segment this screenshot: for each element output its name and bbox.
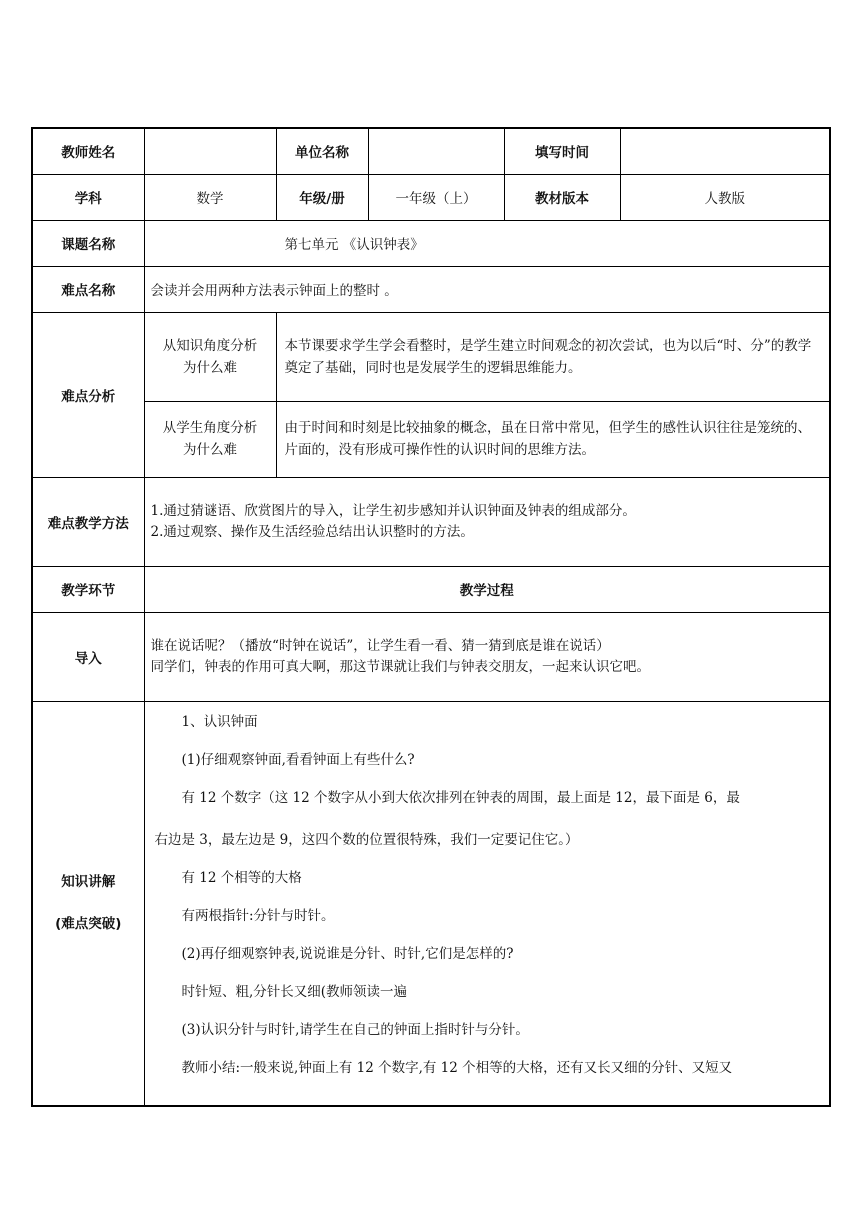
process-header-row xyxy=(32,566,830,612)
knowledge-line: 有 12 个相等的大格 xyxy=(181,869,302,886)
teaching-stage-label: 教学环节 xyxy=(32,566,144,612)
teacher-name-value xyxy=(144,128,276,174)
fill-date-value xyxy=(620,128,830,174)
header-row-2 xyxy=(32,174,830,220)
teacher-name-label: 教师姓名 xyxy=(32,128,144,174)
knowledge-label-line2: (难点突破) xyxy=(55,916,122,933)
knowledge-angle-label xyxy=(144,312,276,401)
student-angle-text: 由于时间和时刻是比较抽象的概念，虽在日常中常见，但学生的感性认识往往是笼统的、片面的，没有形成可操作性的认识时间的思维方法。 xyxy=(276,401,830,477)
difficulty-name-row xyxy=(32,266,830,312)
edition-label: 教材版本 xyxy=(504,174,620,220)
subject-value: 数学 xyxy=(144,174,276,220)
lesson-title-row xyxy=(32,220,830,266)
grade-label: 年级/册 xyxy=(276,174,368,220)
knowledge-angle-line1: 从知识角度分析 xyxy=(162,337,258,354)
knowledge-angle-line2: 为什么难 xyxy=(183,359,237,376)
knowledge-label-line1: 知识讲解 xyxy=(61,874,116,891)
knowledge-row xyxy=(32,701,830,1106)
analysis-student-row xyxy=(32,401,830,477)
knowledge-line: (2)再仔细观察钟表,说说谁是分针、时针,它们是怎样的? xyxy=(181,945,514,962)
lesson-plan-table xyxy=(31,127,831,1107)
difficulty-analysis-label: 难点分析 xyxy=(32,312,144,477)
intro-label: 导入 xyxy=(32,612,144,701)
analysis-knowledge-row xyxy=(32,312,830,401)
knowledge-line: (1)仔细观察钟面,看看钟面上有些什么? xyxy=(181,751,415,768)
knowledge-angle-text: 本节课要求学生学会看整时，是学生建立时间观念的初次尝试，也为以后“时、分”的教学奠定了基础，同时也是发展学生的逻辑思维能力。 xyxy=(276,312,830,401)
knowledge-line: 有 12 个数字（这 12 个数字从小到大依次排列在钟表的周围，最上面是 12，最下面是 6，最 xyxy=(181,789,740,806)
knowledge-line: 时针短、粗,分针长又细(教师领读一遍 xyxy=(181,983,408,1000)
knowledge-line: 教师小结:一般来说,钟面上有 12 个数字,有 12 个相等的大格，还有又长又细的分针、又短又 xyxy=(181,1059,733,1076)
teaching-method-line1: 1.通过猜谜语、欣赏图片的导入，让学生初步感知并认识钟面及钟表的组成部分。 xyxy=(150,502,636,519)
teaching-method-row xyxy=(32,477,830,566)
knowledge-line: (3)认识分针与时针,请学生在自己的钟面上指时针与分针。 xyxy=(181,1021,529,1038)
student-angle-line2: 为什么难 xyxy=(183,442,237,458)
edition-value: 人教版 xyxy=(620,174,830,220)
header-row-1 xyxy=(32,128,830,174)
student-angle-label xyxy=(144,401,276,477)
intro-line1: 谁在说话呢？（播放“时钟在说话”，让学生看一看、猜一猜到底是谁在说话） xyxy=(150,637,610,654)
intro-line2: 同学们，钟表的作用可真大啊，那这节课就让我们与钟表交朋友，一起来认识它吧。 xyxy=(150,658,650,675)
student-angle-line1: 从学生角度分析 xyxy=(162,420,258,436)
difficulty-name-value: 会读并会用两种方法表示钟面上的整时 。 xyxy=(144,266,830,312)
grade-value: 一年级（上） xyxy=(368,174,504,220)
knowledge-label xyxy=(32,701,144,1106)
intro-row xyxy=(32,612,830,701)
subject-label: 学科 xyxy=(32,174,144,220)
teaching-method-label: 难点教学方法 xyxy=(32,477,144,566)
unit-name-label: 单位名称 xyxy=(276,128,368,174)
teaching-process-label: 教学过程 xyxy=(144,566,830,612)
knowledge-line: 有两根指针:分针与时针。 xyxy=(181,907,335,924)
knowledge-line: 右边是 3，最左边是 9，这四个数的位置很特殊，我们一定要记住它。） xyxy=(154,831,579,848)
difficulty-name-label: 难点名称 xyxy=(32,266,144,312)
lesson-title-value: 第七单元 《认识钟表》 xyxy=(144,220,830,266)
teaching-method-text xyxy=(144,477,830,566)
unit-name-value xyxy=(368,128,504,174)
intro-text xyxy=(144,612,830,701)
knowledge-content xyxy=(144,701,830,1106)
lesson-title-label: 课题名称 xyxy=(32,220,144,266)
teaching-method-line2: 2.通过观察、操作及生活经验总结出认识整时的方法。 xyxy=(150,523,474,540)
knowledge-line: 1、认识钟面 xyxy=(181,713,258,730)
fill-date-label: 填写时间 xyxy=(504,128,620,174)
